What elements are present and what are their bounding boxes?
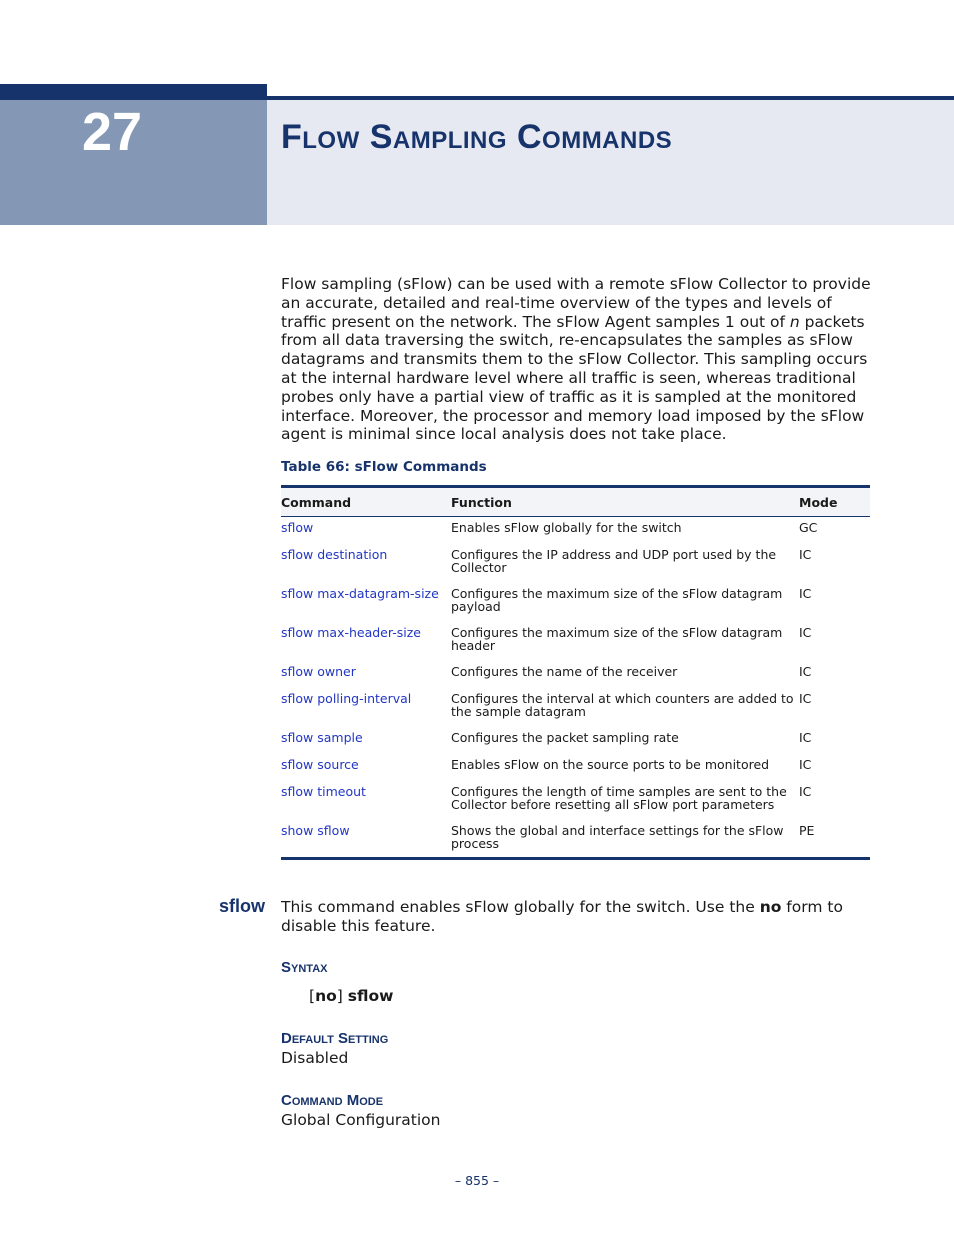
function-cell: Shows the global and interface settings for the sFlow process [451,820,799,859]
mode-cell: IC [799,546,812,562]
function-cell: Configures the name of the receiver [451,663,678,679]
table-row [281,622,870,661]
syntax-heading: Syntax [281,959,328,976]
syntax-line: [no] sflow [309,987,394,1005]
chapter-number: 27 [82,102,143,162]
table-row [281,727,870,754]
sflow-commands-table [281,485,870,860]
command-link-sflow-max-header-size[interactable]: sflow max-header-size [281,624,421,640]
function-cell: Configures the maximum size of the sFlow datagram payload [451,585,783,614]
command-link-sflow-polling-interval[interactable]: sflow polling-interval [281,690,412,706]
intro-italic-n: n [789,312,800,331]
function-cell: Enables sFlow on the source ports to be monitored [451,756,770,772]
table-row [281,544,870,583]
table-caption: Table 66: sFlow Commands [281,459,487,475]
mode-cell: IC [799,585,812,601]
function-cell: Configures the IP address and UDP port used by the Collector [451,546,777,575]
section-description: This command enables sFlow globally for the switch. Use the no form to disable this feature. [281,898,843,935]
table-row [281,781,870,820]
header-function: Function [451,487,799,517]
intro-paragraph: Flow sampling (sFlow) can be used with a remote sFlow Collector to provide an accurate, detailed and real-time overview of the types and levels of traffic present on the network. The sFlow Agent samples 1 out of n packets from all data traversing the switch, re-encapsulates the samples as sFlow datagrams and transmits them to the sFlow Collector. This sampling occurs at the internal hardware level where all traffic is seen, whereas traditional probes only have a partial view of traffic as it is sampled at the monitored interface. Moreover, the processor and memory load imposed by the sFlow agent is minimal since local analysis does not take place. [281,275,871,444]
mode-cell: IC [799,624,812,640]
mode-cell: IC [799,690,812,706]
mode-cell: IC [799,756,812,772]
mode-cell: PE [799,820,870,859]
table-row [281,517,870,544]
command-link-sflow-sample[interactable]: sflow sample [281,729,363,745]
command-link-sflow-timeout[interactable]: sflow timeout [281,783,366,799]
table-row [281,661,870,688]
chapter-title: Flow Sampling Commands [281,118,673,156]
command-mode-heading: Command Mode [281,1092,384,1109]
table-row [281,583,870,622]
command-link-sflow-source[interactable]: sflow source [281,756,359,772]
header-mode: Mode [799,487,870,517]
mode-cell: IC [799,783,812,799]
mode-cell: IC [799,729,812,745]
command-link-sflow[interactable]: sflow [281,520,314,535]
table-header-row [281,487,870,517]
function-cell: Enables sFlow globally for the switch [451,520,682,535]
table-row [281,688,870,727]
command-mode-value: Global Configuration [281,1111,441,1129]
chapter-title-rule [267,96,954,100]
table-row [281,754,870,781]
page-number: – 855 – [454,1173,500,1188]
no-keyword: no [759,898,782,916]
table-row [281,820,870,859]
command-link-show-sflow[interactable]: show sflow [281,822,350,838]
chapter-top-bar [0,84,267,100]
function-cell: Configures the packet sampling rate [451,729,679,745]
mode-cell: GC [799,520,818,535]
command-link-sflow-owner[interactable]: sflow owner [281,663,356,679]
mode-cell: IC [799,663,812,679]
default-setting-heading: Default Setting [281,1030,389,1047]
function-cell: Configures the interval at which counters are added to the sample datagram [451,690,794,719]
section-label-sflow: sflow [219,896,266,916]
function-cell: Configures the length of time samples are sent to the Collector before resetting all sFlow port parameters [451,783,787,812]
command-link-sflow-max-datagram-size[interactable]: sflow max-datagram-size [281,585,439,601]
function-cell: Configures the maximum size of the sFlow datagram header [451,624,783,653]
default-setting-value: Disabled [281,1049,349,1067]
command-link-sflow-destination[interactable]: sflow destination [281,546,388,562]
header-command: Command [281,487,451,517]
